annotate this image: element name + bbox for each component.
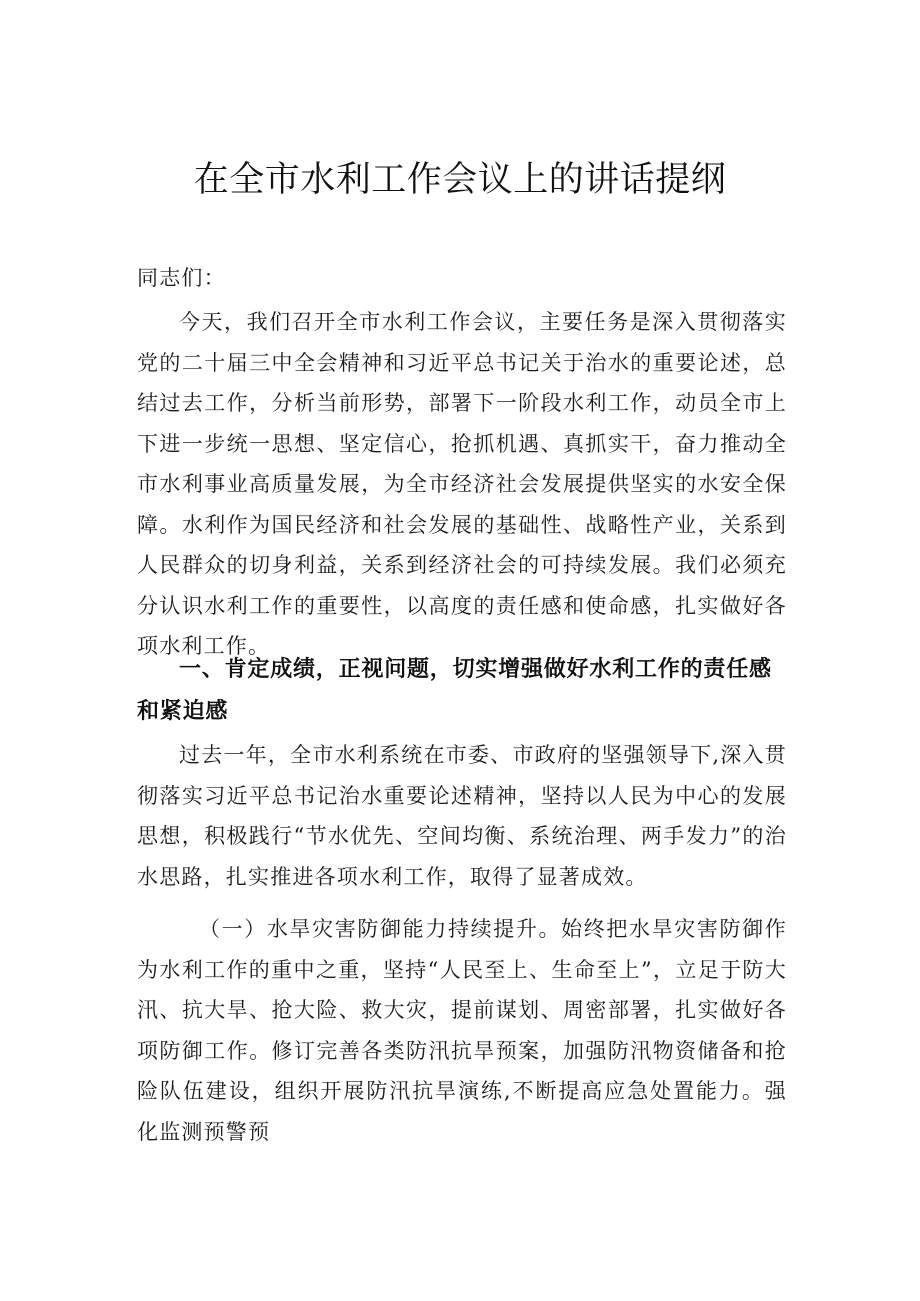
salutation: 同志们： <box>137 266 226 290</box>
document-title: 在全市水利工作会议上的讲话提纲 <box>193 160 727 200</box>
paragraph-intro: 今天，我们召开全市水利工作会议，主要任务是深入贯彻落实党的二十届三中全会精神和习近平总书记关于治水的重要论述，总结过去工作，分析当前形势，部署下一阶段水利工作，动员全市上下进一步统一思想、坚定信心，抢抓机遇、真抓实干，奋力推动全市水利事业高质量发展，为全市经济社会发展提供坚实的水安全保障。水利作为国民经济和社会发展的基础性、战略性产业，关系到人民群众的切身利益，关系到经济社会的可持续发展。我们必须充分认识水利工作的重要性，以高度的责任感和使命感，扎实做好各项水利工作。 <box>137 310 787 658</box>
paragraph-achievements-summary: 过去一年，全市水利系统在市委、市政府的坚强领导下,深入贯彻落实习近平总书记治水重要论述精神，坚持以人民为中心的发展思想，积极践行“节水优先、空间均衡、系统治理、两手发力”的治水思路，扎实推进各项水利工作，取得了显著成效。 <box>137 743 787 889</box>
section-heading-1: 一、肯定成绩，正视问题，切实增强做好水利工作的责任感和紧迫感 <box>137 657 772 724</box>
paragraph-subsection-1: （一）水旱灾害防御能力持续提升。始终把水旱灾害防御作为水利工作的重中之重，坚持“人民至上、生命至上”，立足于防大汛、抗大旱、抢大险、救大灾，提前谋划、周密部署，扎实做好各项防御工作。修订完善各类防汛抗旱预案，加强防汛物资储备和抢险队伍建设，组织开展防汛抗旱演练,不断提高应急处置能力。强化监测预警预 <box>137 917 787 1144</box>
